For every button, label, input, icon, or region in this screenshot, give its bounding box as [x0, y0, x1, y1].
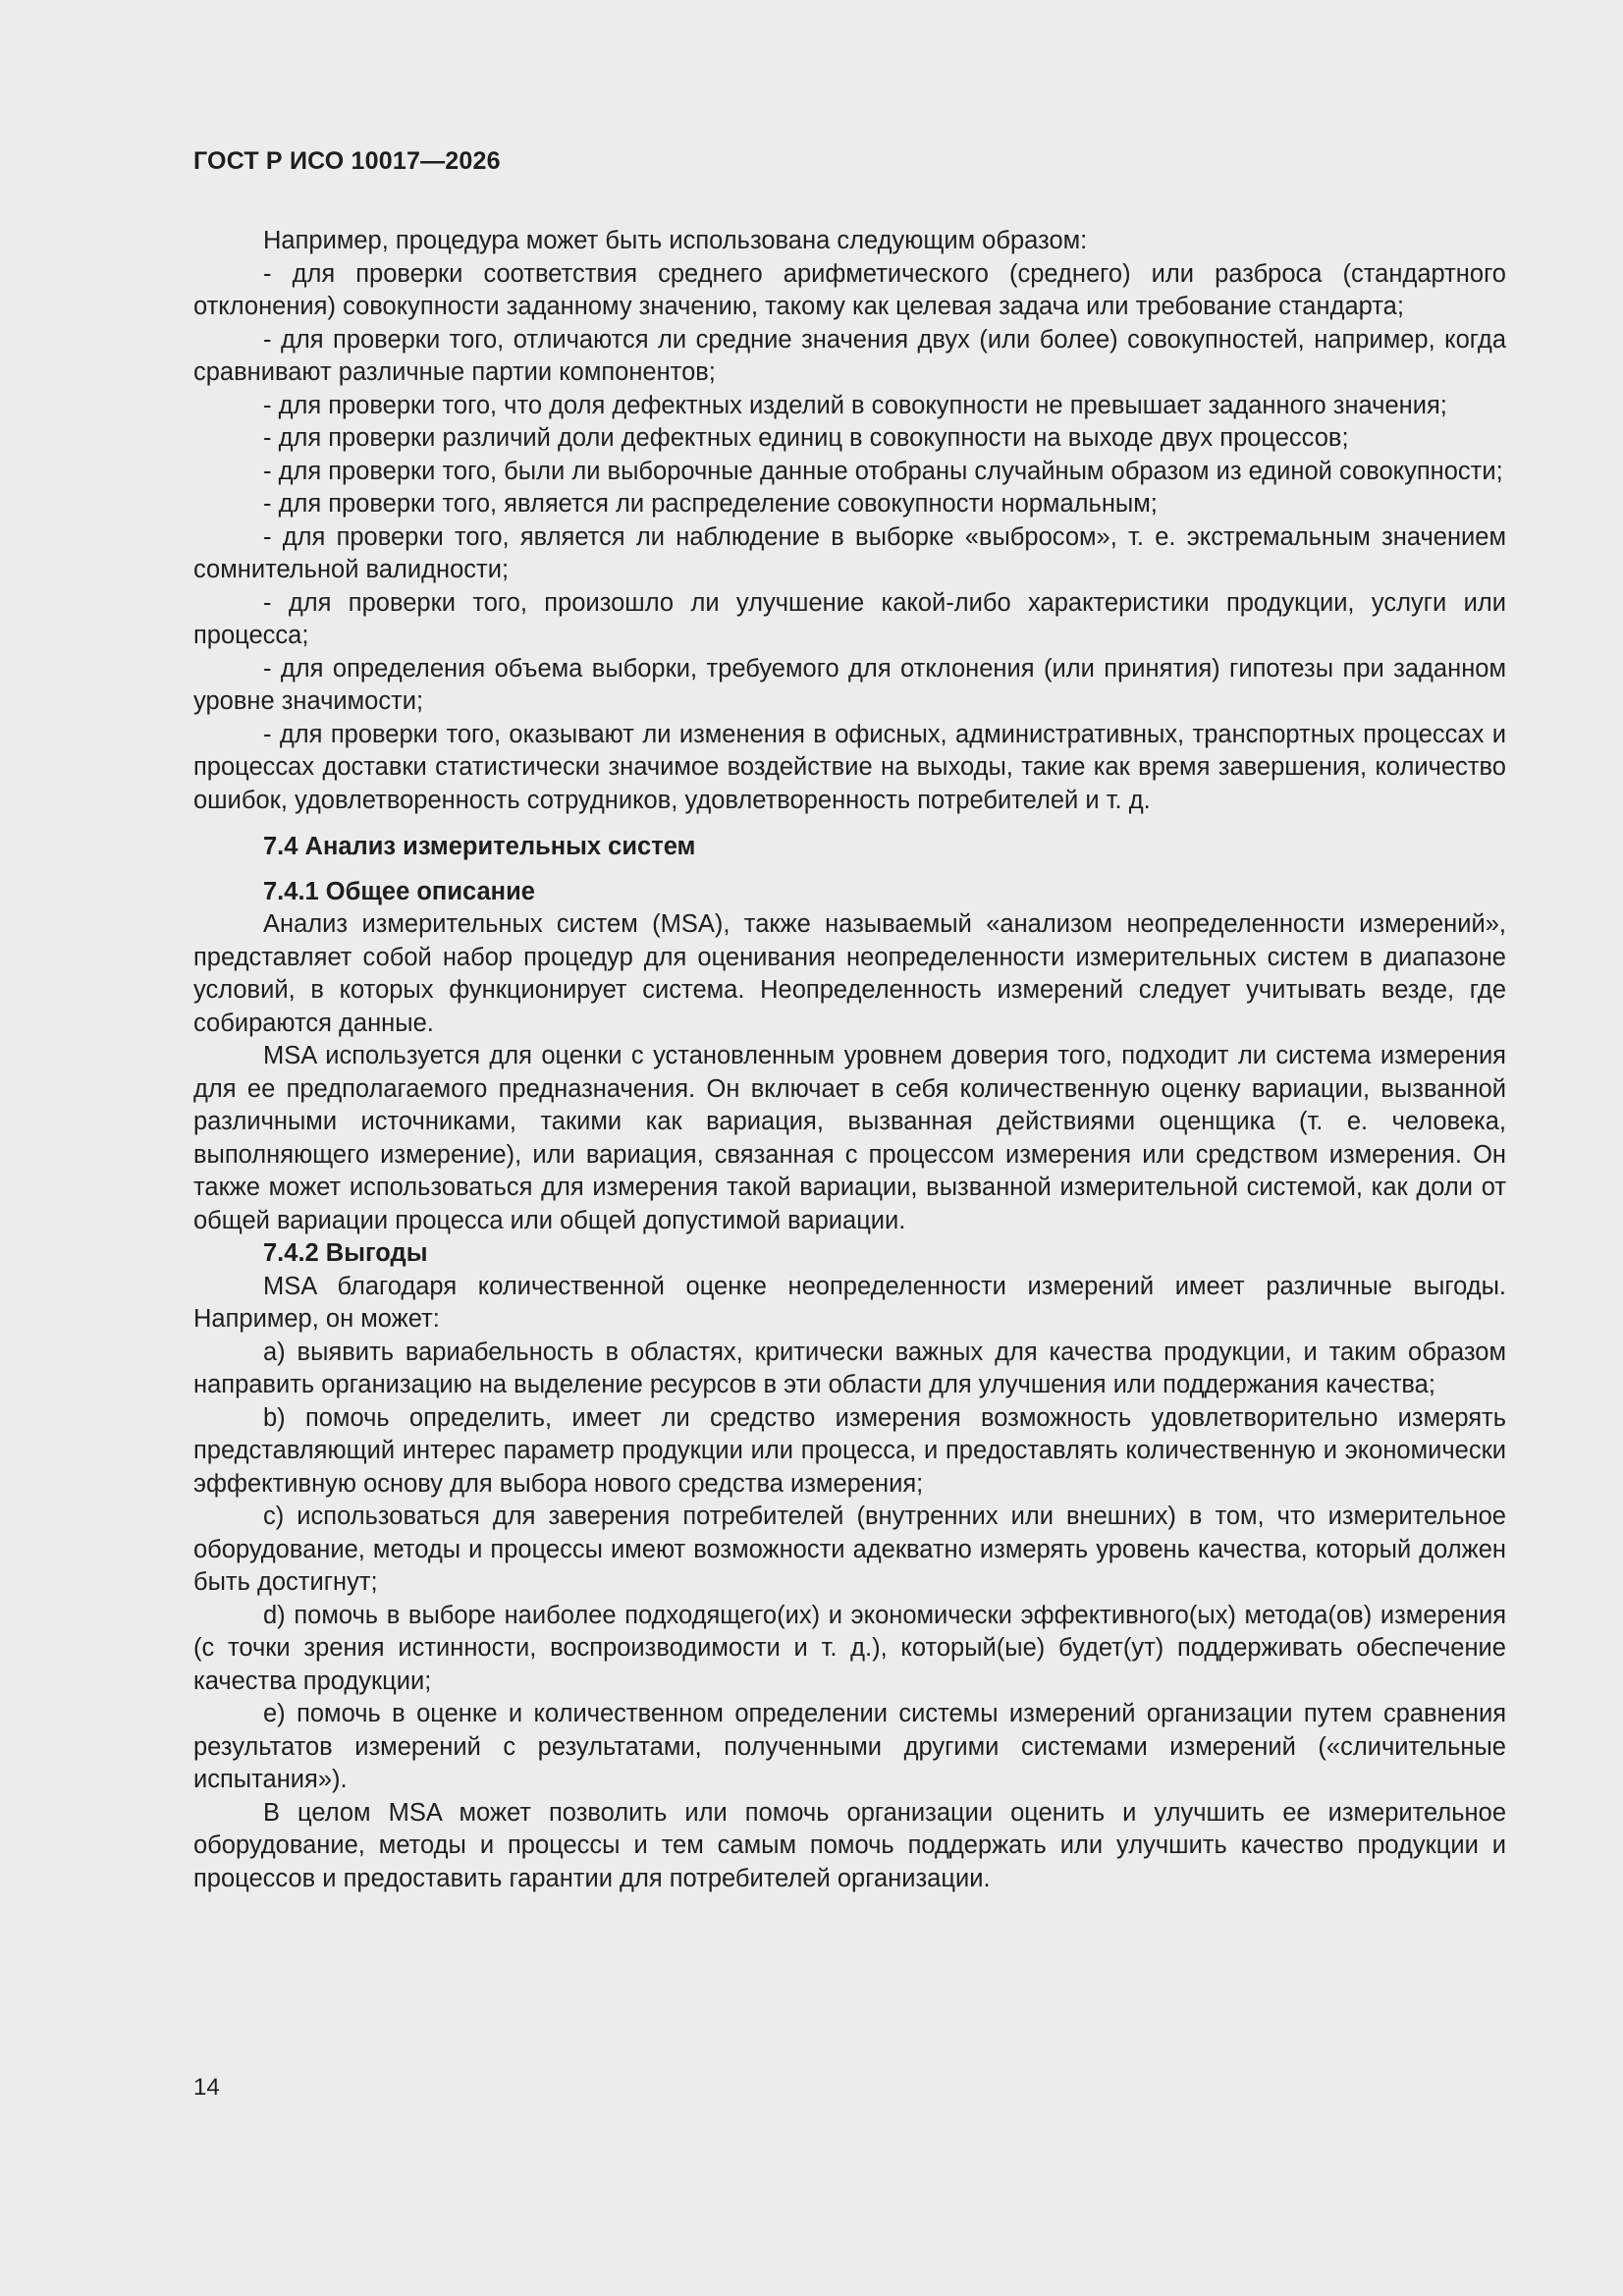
list-item: - для проверки того, является ли распределение совокупности нормальным;	[263, 490, 1158, 518]
list-item: - для проверки того, оказывают ли изменения в офисных, административных, транспортных процессах и процессах доставки статистически значимое воздействие на выходы, такие как время завершения, количество ошибок, удовлетворенность сотрудников, удовлетворенность потребителей и т. д.	[193, 720, 1506, 814]
list-item: - для определения объема выборки, требуемого для отклонения (или принятия) гипотезы при заданном уровне значимости;	[193, 654, 1506, 715]
list-item: d) помочь в выборе наиболее подходящего(их) и экономически эффективного(ых) метода(ов) измерения (с точки зрения истинности, воспроизводимости и т. д.), который(ые) будет(ут) поддерживать обеспечение качества продукции;	[193, 1601, 1506, 1695]
list-item: c) использоваться для заверения потребителей (внутренних или внешних) в том, что измерительное оборудование, методы и процессы имеют возможности адекватно измерять уровень качества, который должен быть достигнут;	[193, 1503, 1506, 1596]
section-heading-7-4: 7.4 Анализ измерительных систем	[263, 833, 696, 860]
list-item: - для проверки того, что доля дефектных изделий в совокупности не превышает заданного значения;	[263, 391, 1447, 419]
list-item: b) помочь определить, имеет ли средство измерения возможность удовлетворительно измерять представляющий интерес параметр продукции или процесса, и предоставлять количественную и экономически эффективную основу для выбора нового средства измерения;	[193, 1403, 1506, 1498]
section-heading-7-4-2: 7.4.2 Выгоды	[263, 1239, 428, 1267]
paragraph: MSA используется для оценки с установленным уровнем доверия того, подходит ли система измерения для ее предполагаемого предназначения. Он включает в себя количественную оценку вариации, вызванной различными источниками, такими как вариация, вызванная действиями оценщика (т. е. человека, выполняющего измерение), или вариация, связанная с процессом измерения или средством измерения. Он также может использоваться для измерения такой вариации, вызванной измерительной системой, как доли от общей вариации процесса или общей допустимой вариации.	[193, 1042, 1506, 1234]
page-number: 14	[193, 2074, 220, 2101]
list-item: - для проверки того, были ли выборочные данные отобраны случайным образом из единой совокупности;	[263, 457, 1503, 485]
paragraph: Анализ измерительных систем (MSA), также называемый «анализом неопределенности измерений», представляет собой набор процедур для оценивания неопределенности измерительных систем в диапазоне условий, в которых функционирует система. Неопределенность измерений следует учитывать везде, где собираются данные.	[193, 910, 1506, 1037]
list-item: - для проверки того, является ли наблюдение в выборке «выбросом», т. е. экстремальным значением сомнительной валидности;	[193, 522, 1506, 583]
list-item: - для проверки того, произошло ли улучшение какой-либо характеристики продукции, услуги или процесса;	[193, 588, 1506, 649]
list-item: - для проверки соответствия среднего арифметического (среднего) или разброса (стандартного отклонения) совокупности заданному значению, такому как целевая задача или требование стандарта;	[193, 259, 1506, 320]
paragraph: В целом MSA может позволить или помочь организации оценить и улучшить ее измерительное оборудование, методы и процессы и тем самым помочь поддержать или улучшить качество продукции и процессов и предоставить гарантии для потребителей организации.	[193, 1798, 1506, 1892]
page-content	[193, 225, 1506, 1895]
list-item: e) помочь в оценке и количественном определении системы измерений организации путем сравнения результатов измерений с результатами, полученными другими системами измерений («сличительные испытания»).	[193, 1700, 1506, 1793]
list-item: - для проверки того, отличаются ли средние значения двух (или более) совокупностей, например, когда сравнивают различные партии компонентов;	[193, 325, 1506, 386]
list-item: - для проверки различий доли дефектных единиц в совокупности на выходе двух процессов;	[263, 424, 1349, 452]
intro-lead: Например, процедура может быть использована следующим образом:	[263, 227, 1088, 254]
section-heading-7-4-1: 7.4.1 Общее описание	[263, 877, 535, 905]
standard-designation: ГОСТ Р ИСО 10017—2026	[193, 147, 501, 175]
list-item: a) выявить вариабельность в областях, критически важных для качества продукции, и таким образом направить организацию на выделение ресурсов в эти области для улучшения или поддержания качества;	[193, 1338, 1506, 1398]
paragraph: MSA благодаря количественной оценке неопределенности измерений имеет различные выгоды. Например, он может:	[193, 1272, 1506, 1333]
